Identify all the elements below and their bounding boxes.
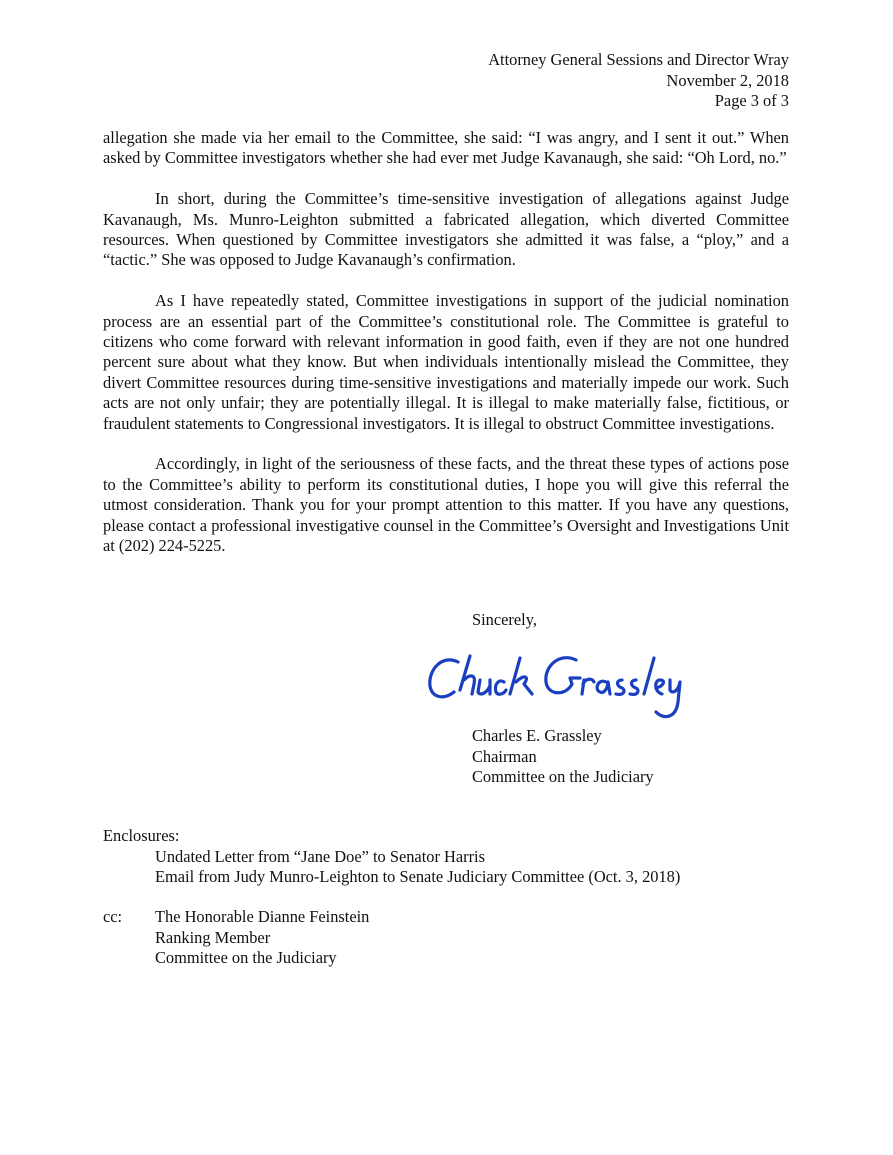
paragraph-continuation: allegation she made via her email to the Committee, she said: “I was angry, and I sent it out.” When asked by Committee investigators whether she had ever met Judge Kavanaugh, she said: “Oh Lord, no.”	[103, 128, 789, 168]
enclosures-section	[103, 826, 680, 888]
header-date: November 2, 2018	[666, 70, 789, 90]
enclosures-label: Enclosures:	[103, 826, 180, 845]
handwritten-signature	[420, 640, 690, 730]
paragraph-committee-role: As I have repeatedly stated, Committee investigations in support of the judicial nomination process are an essential part of the Committee’s constitutional role. The Committee is grateful to citizens who come forward with relevant information in good faith, even if they are not one hundred percent sure about what they know. But when individuals intentionally mislead the Committee, they divert Committee resources during time-sensitive investigations and materially impede our work. Such acts are not only unfair; they are potentially illegal. It is illegal to make materially false, fictitious, or fraudulent statements to Congressional investigators. It is illegal to obstruct Committee investigations.	[103, 291, 789, 433]
signer-block	[472, 726, 654, 788]
cc-label: cc:	[103, 907, 123, 926]
cc-name: The Honorable Dianne Feinstein	[155, 907, 370, 926]
cc-title: Ranking Member	[155, 927, 271, 947]
cc-committee: Committee on the Judiciary	[155, 948, 337, 967]
closing-salutation: Sincerely,	[472, 610, 537, 629]
page-header	[488, 50, 789, 112]
paragraph-referral: Accordingly, in light of the seriousness of these facts, and the threat these types of actions pose to the Committee’s ability to perform its constitutional duties, I hope you will give this referral the utmost consideration. Thank you for your prompt attention to this matter. If you have any questions, please contact a professional investigative counsel in the Committee’s Oversight and Investigations Unit at (202) 224-5225.	[103, 454, 789, 556]
paragraph-summary: In short, during the Committee’s time-sensitive investigation of allegations against Judge Kavanaugh, Ms. Munro-Leighton submitted a fabricated allegation, which diverted Committee resources. When questioned by Committee investigators she admitted it was false, a “ploy,” and a “tactic.” She was opposed to Judge Kavanaugh’s confirmation.	[103, 189, 789, 270]
signer-name: Charles E. Grassley	[472, 726, 602, 745]
header-page-number: Page 3 of 3	[714, 91, 789, 110]
enclosures-list	[103, 847, 680, 888]
signer-committee: Committee on the Judiciary	[472, 767, 654, 786]
letter-body	[103, 128, 789, 577]
signer-title: Chairman	[472, 746, 537, 766]
enclosure-item: Undated Letter from “Jane Doe” to Senator Harris	[155, 846, 485, 866]
header-recipients: Attorney General Sessions and Director Wray	[488, 50, 789, 69]
cc-recipient	[155, 907, 369, 969]
enclosure-item: Email from Judy Munro-Leighton to Senate Judiciary Committee (Oct. 3, 2018)	[155, 867, 681, 886]
